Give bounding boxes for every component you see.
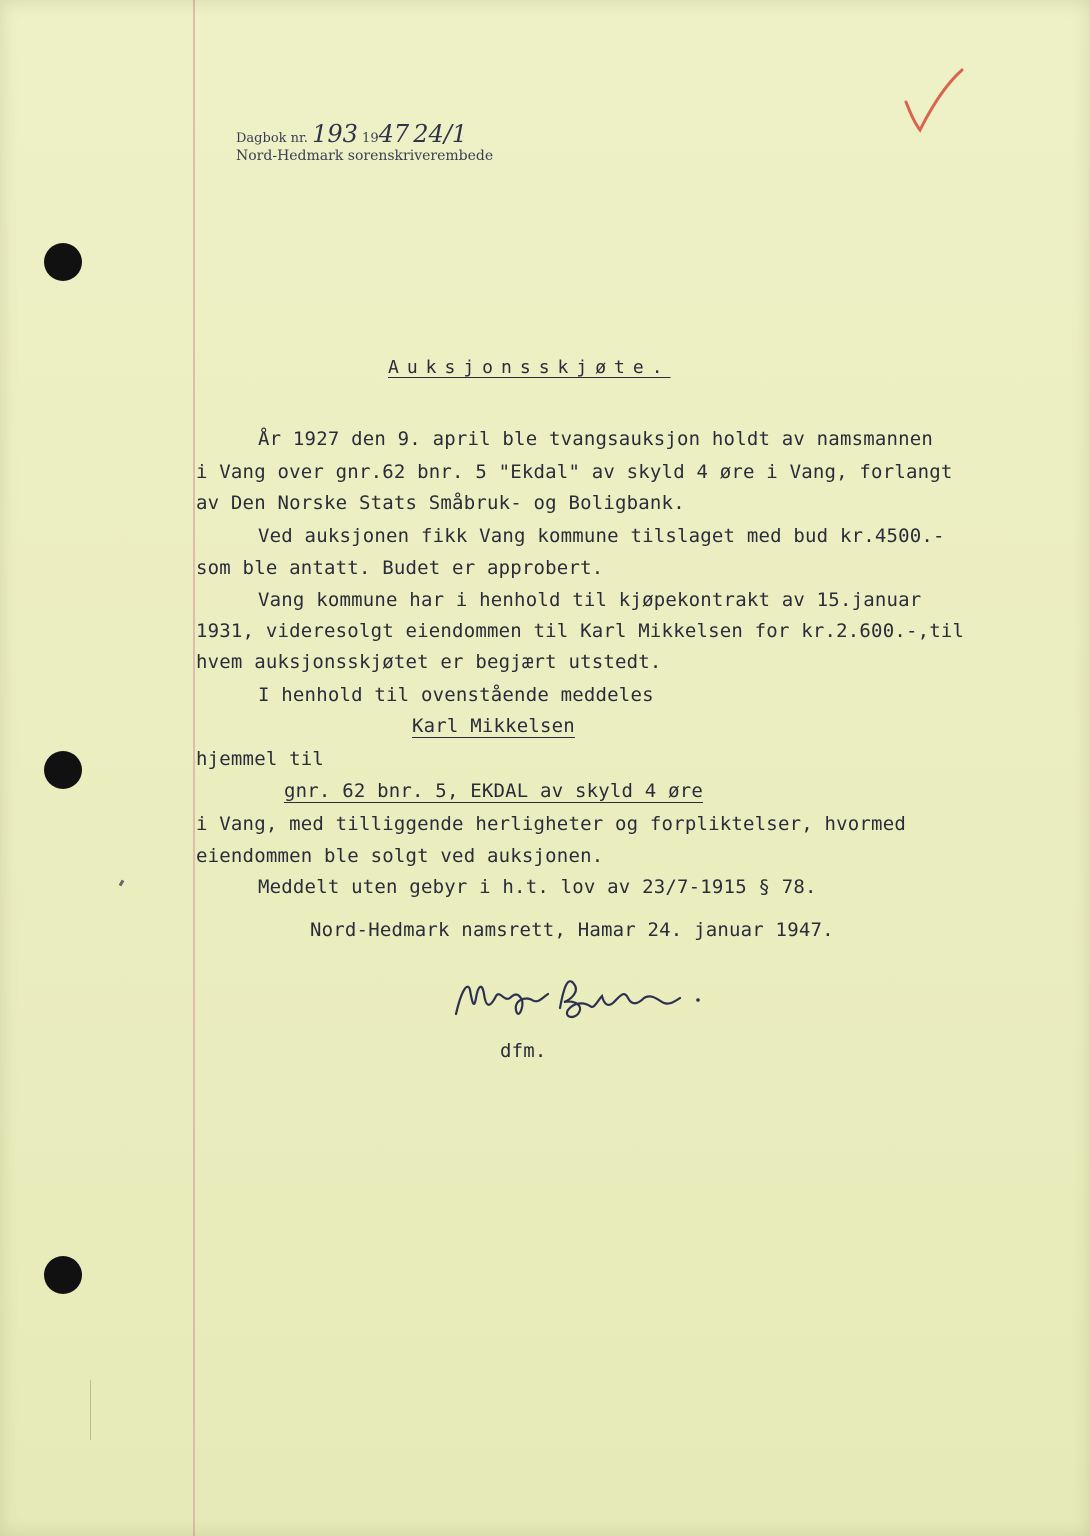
body-line: av Den Norske Stats Småbruk- og Boligbank. xyxy=(196,492,685,514)
body-line: i Vang over gnr.62 bnr. 5 "Ekdal" av skyld 4 øre i Vang, forlangt xyxy=(196,461,953,483)
checkmark-icon xyxy=(900,66,970,136)
body-line: hvem auksjonsskjøtet er begjært utstedt. xyxy=(196,651,662,673)
signature-mark xyxy=(452,968,712,1038)
body-line: eiendommen ble solgt ved auksjonen. xyxy=(196,845,604,867)
dagbok-label: Dagbok nr. xyxy=(236,131,308,146)
year-suffix: 47 xyxy=(378,120,410,148)
office-stamp: Nord-Hedmark sorenskriverembede xyxy=(236,148,494,164)
ink-speck xyxy=(90,1380,91,1440)
margin-rule xyxy=(193,0,195,1536)
place-date-line: Nord-Hedmark namsrett, Hamar 24. januar 1947. xyxy=(310,919,834,941)
grantee-name: Karl Mikkelsen xyxy=(412,715,575,737)
punch-hole-icon xyxy=(44,1256,82,1294)
property-designation: gnr. 62 bnr. 5, EKDAL av skyld 4 øre xyxy=(284,780,704,802)
body-line: År 1927 den 9. april ble tvangsauksjon holdt av namsmannen xyxy=(258,428,934,450)
body-line: hjemmel til xyxy=(196,748,325,770)
body-line: Vang kommune har i henhold til kjøpekontrakt av 15.januar xyxy=(258,589,922,611)
dagbok-stamp xyxy=(236,120,467,148)
ink-speck xyxy=(119,880,125,887)
document-title: Auksjonsskjøte. xyxy=(388,357,671,378)
body-line: Ved auksjonen fikk Vang kommune tilslaget med bud kr.4500.- xyxy=(258,525,945,547)
body-line: Meddelt uten gebyr i h.t. lov av 23/7-1915 § 78. xyxy=(258,876,817,898)
punch-hole-icon xyxy=(44,243,82,281)
punch-hole-icon xyxy=(44,751,82,789)
body-line: som ble antatt. Budet er approbert. xyxy=(196,557,604,579)
body-line: 1931, videresolgt eiendommen til Karl Mikkelsen for kr.2.600.-,til xyxy=(196,620,965,642)
signature-title: dfm. xyxy=(500,1040,547,1062)
year-prefix: 19 xyxy=(362,131,379,146)
dagbok-date: 24/1 xyxy=(413,120,468,148)
body-line: i Vang, med tilliggende herligheter og forpliktelser, hvormed xyxy=(196,813,906,835)
dagbok-number: 193 xyxy=(312,120,358,148)
body-line: I henhold til ovenstående meddeles xyxy=(258,684,654,706)
